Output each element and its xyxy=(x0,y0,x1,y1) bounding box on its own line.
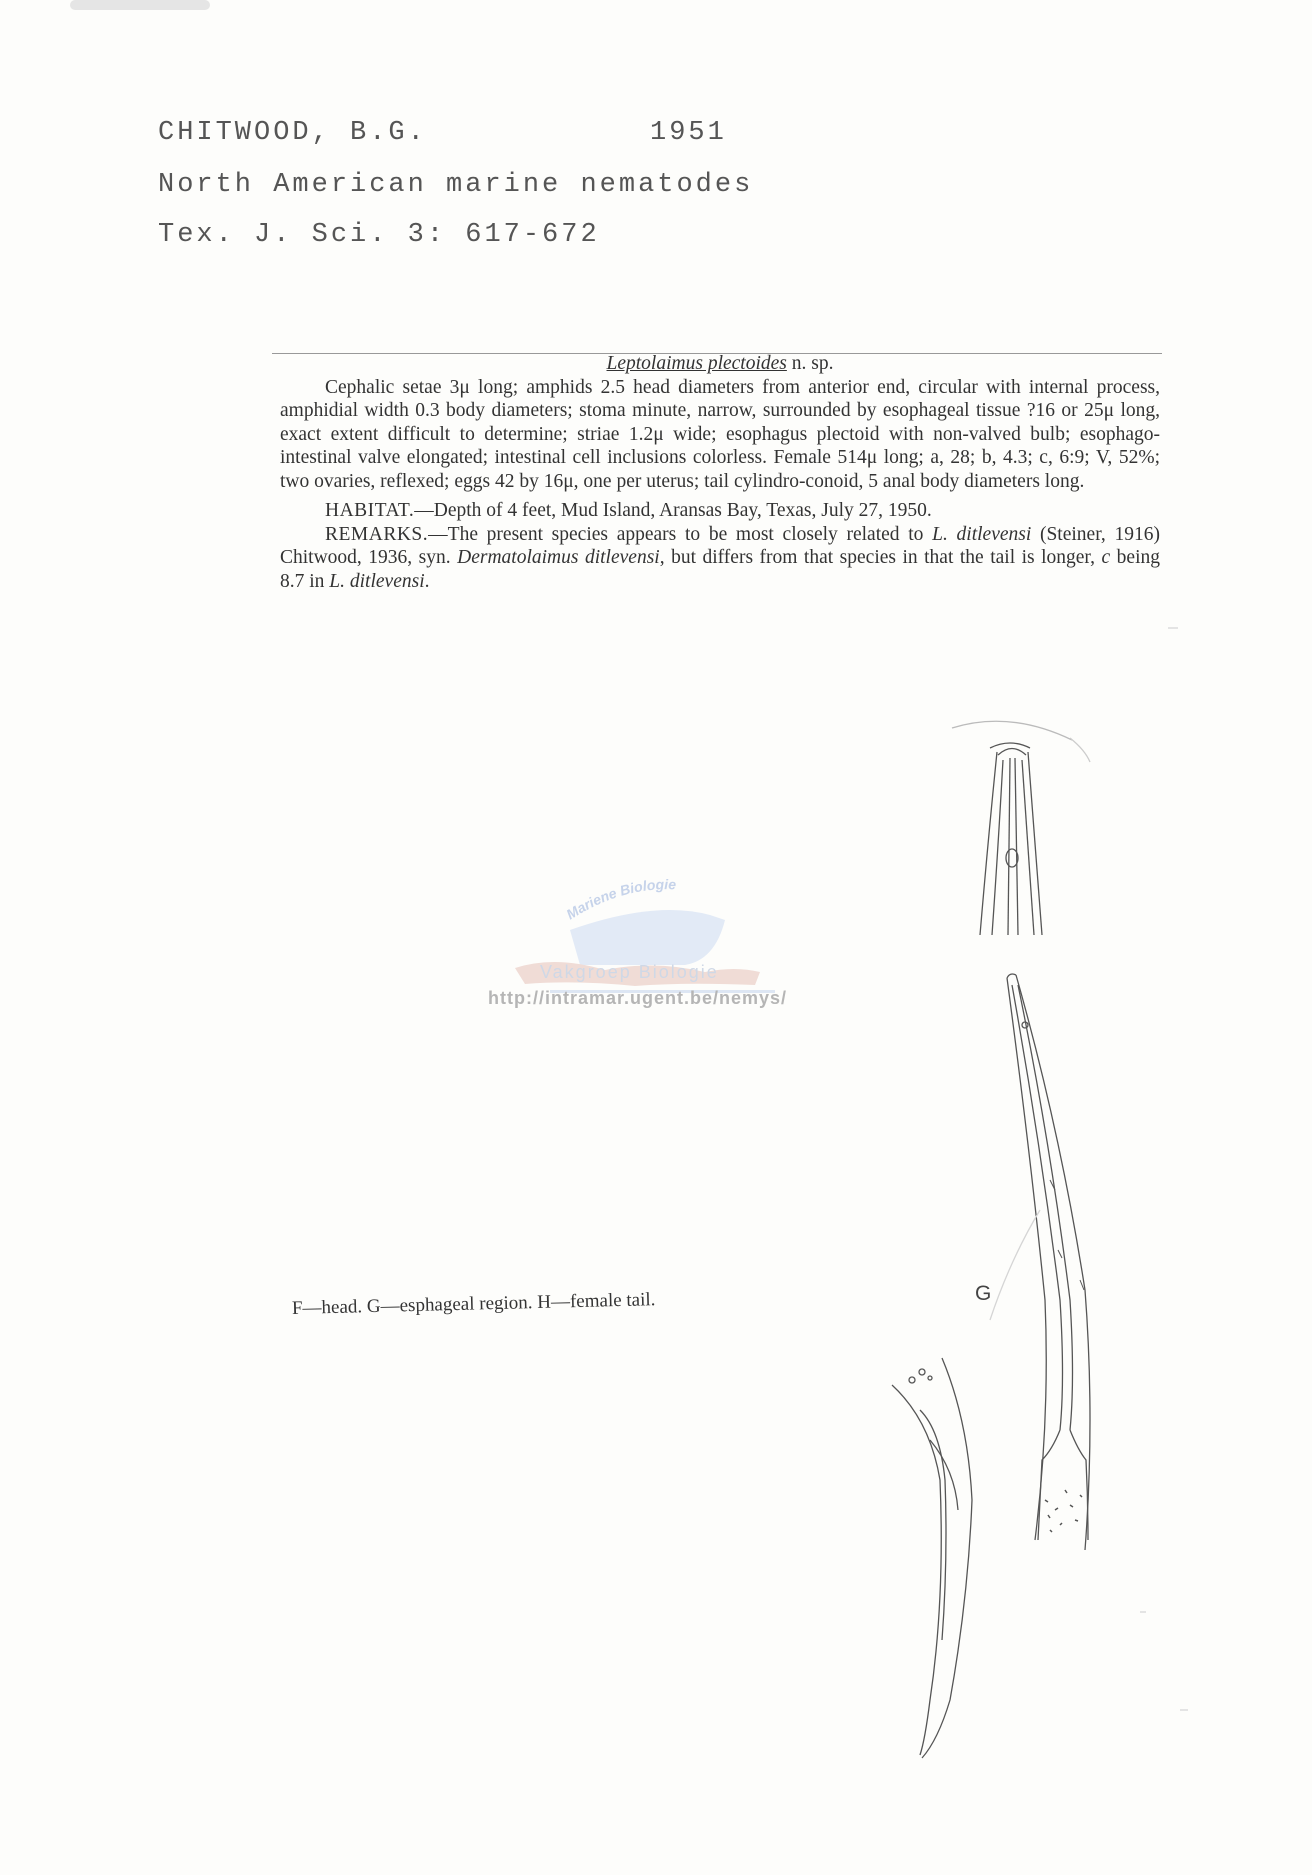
remarks-species-2: Dermatolaimus ditlevensi xyxy=(457,547,660,568)
remarks-text-1: —The present species appears to be most closely related to xyxy=(428,523,933,545)
figure-h-female-tail xyxy=(892,1358,972,1758)
remarks-c: c xyxy=(1101,547,1111,568)
remarks-label: REMARKS. xyxy=(325,523,429,545)
remarks-text-2: (Steiner, 1916) Chitwood, 1936, syn. xyxy=(280,523,1160,568)
figure-caption: F—head. G—esphageal region. H—female tail. xyxy=(291,1289,656,1319)
remarks-text-4: being 8.7 in xyxy=(280,547,1160,592)
remarks-text-3: , but differs from that species in that the tail is longer, xyxy=(659,547,1102,568)
watermark-url: http://intramar.ugent.be/nemys/ xyxy=(488,988,788,1008)
card-year: 1951 xyxy=(650,118,727,148)
card-title: North American marine nematodes xyxy=(158,170,754,200)
scan-specks xyxy=(1140,628,1188,1710)
species-description: Cephalic setae 3μ long; amphids 2.5 head diameters from anterior end, circular with internal process, amphidial width 0.3 body diameters; stoma minute, narrow, surrounded by esophageal tissue ?16 or 25μ long, exact extent difficult to determine; striae 1.2μ wide; esophagus plectoid with non-valved bulb; esophago-intestinal valve elongated; intestinal cell inclusions colorless. Female 514μ long; a, 28; b, 4.3; c, 6:9; V, 52%; two ovaries, reflexed; eggs 42 by 16μ, one per uterus; tail cylindro-conoid, 5 anal body diameters long. xyxy=(280,376,1160,492)
card-author: CHITWOOD, B.G. xyxy=(158,118,427,148)
watermark-logo-text: Mariene Biologie xyxy=(563,876,677,923)
remarks-text-5: . xyxy=(424,570,430,592)
figure-g-esophageal-region xyxy=(990,974,1090,1550)
habitat-text: —Depth of 4 feet, Mud Island, Aransas Bay, Texas, July 27, 1950. xyxy=(414,500,932,521)
species-status: n. sp. xyxy=(791,353,834,374)
figure-f-head xyxy=(952,721,1090,935)
remarks-species-1: L. ditlevensi xyxy=(932,523,1032,545)
remarks-species-3: L. ditlevensi xyxy=(329,570,425,592)
habitat-label: HABITAT. xyxy=(325,500,415,521)
figure-g-label: G xyxy=(975,1282,992,1305)
card-reference: Tex. J. Sci. 3: 617-672 xyxy=(158,220,600,250)
watermark-group: Vakgroep Biologie xyxy=(540,962,719,982)
species-name: Leptolaimus plectoides xyxy=(606,353,787,374)
